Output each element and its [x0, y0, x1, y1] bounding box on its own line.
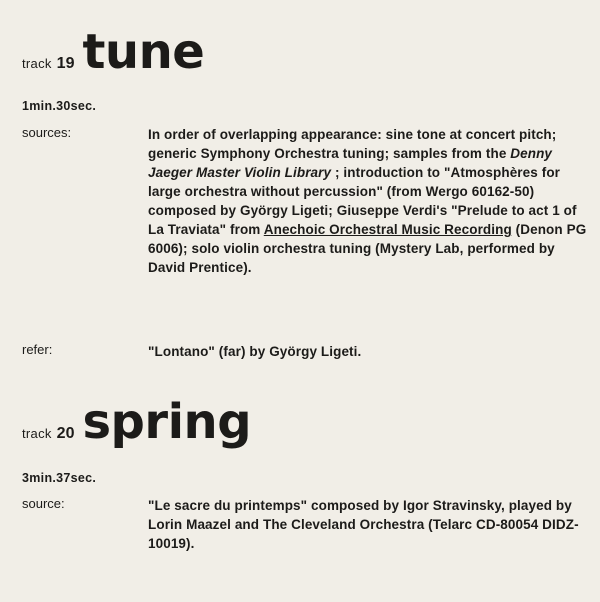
track-19-heading — [22, 24, 204, 80]
track-19-title: tune — [82, 24, 205, 80]
track-20-number: 20 — [56, 425, 75, 442]
track-20-duration: 3min.37sec. — [22, 471, 97, 485]
track-20-title: spring — [82, 394, 252, 450]
track-19-duration: 1min.30sec. — [22, 99, 97, 113]
refer-label: refer: — [22, 342, 53, 357]
track-20-heading — [22, 394, 251, 450]
source-text: "Le sacre du printemps" composed by Igor Stravinsky, played by Lorin Maazel and The Cleveland Orchestra (Telarc CD-80054 DIDZ-10019). — [148, 498, 579, 551]
track-20-label: track — [22, 426, 52, 441]
violin-library-title: Denny Jaeger Master Violin Library — [148, 146, 553, 180]
source-label: source: — [22, 496, 65, 511]
anechoic-recording-title: Anechoic Orchestral Music Recording — [263, 222, 512, 237]
sources-label: sources: — [22, 125, 72, 140]
refer-text: "Lontano" (far) by György Ligeti. — [148, 344, 362, 359]
track-19-label: track — [22, 56, 52, 71]
track-19-number: 19 — [56, 55, 75, 72]
sources-text: In order of overlapping appearance: sine tone at concert pitch; generic Symphony Orchestra tuning; samples from the Denny Jaeger Master Violin Library ; introduction to "Atmosphères for large orchestra without percussion" (from Wergo 60162-50) composed by György Ligeti; Giuseppe Verdi's "Prelude to act 1 of La Traviata" from Anechoic Orchestral Music Recording (Denon PG 6006); solo violin orchestra tuning (Mystery Lab, performed by David Prentice). — [148, 127, 587, 275]
